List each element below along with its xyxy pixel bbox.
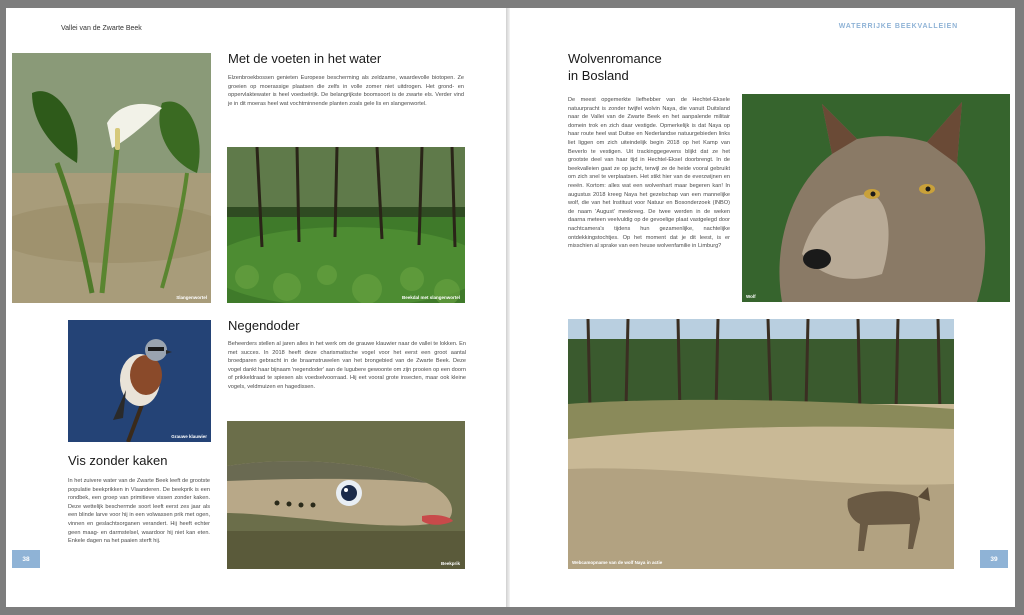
caption-wolf: Wolf (746, 294, 756, 299)
page-number-left: 38 (12, 550, 40, 568)
running-head-left: Vallei van de Zwarte Beek (61, 25, 142, 32)
body-wolf: De meest opgemerkte liefhebber van de Hechtel-Eksele natuurpracht is zonder twijfel wolvin Naya, die vanuit Duitsland naar de Vallei van de Zwarte Beek en het aanpalende militair domein trok en zich daar vestigde. Opmerkelijk is dat Naya op haar route heel wat Duitse en Nederlandse natuurgebieden links liet liggen om zich uiteindelijk begin 2018 op het Kamp van Beverlo te vestigen. Uit trackinggegevens blijkt dat ze het grootste deel van haar tijd in Hechtel-Eksel doorbrengt. In de beekvalleien gaat ze op jacht, terwijl ze de heide vooral gebruikt om zich snel te verplaatsen. Het stikt hier van de everzwijnen en reeën. Kortom: alles wat een wolvenhart maar begeren kan! In augustus 2018 kreeg Naya het gezelschap van een mannelijke wolf, die van het Instituut voor Natuur en Bosonderzoek (INBO) de naam 'August' meekreeg. De twee werden in de weken daarna meteen veelvuldig op de gevoelige plaat vastgelegd door nachtcamera's tijdens hun gezamenlijke, nachtelijke ontdekkingstochtjes. Op het moment dat je dit leest, is er misschien al sprake van een heuse wolvenfamilie in Limburg? (568, 97, 730, 250)
heading-vis: Vis zonder kaken (68, 453, 168, 468)
left-page (6, 8, 506, 607)
photo-wolf (742, 94, 1010, 302)
photo-webcam (568, 319, 954, 569)
body-negendoder: Beheerders stellen al jaren alles in het werk om de grauwe klauwier naar de vallei te lokken. En met succes. In 2018 heeft deze charismatische vogel voor het eerst een groot aantal broedparen gebracht in de braamstruwelen van het brongebied van de Zwarte Beek. Deze vogel dankt haar bijnaam 'negendoder' aan de lugubere gewoonte om zijn prooien op een doorn of prikkeldraad te spiesen als voedselvoorraad. Hij eet vooral grote insecten, maar ook kleine vogels, veldmuizen en hagedissen. (228, 341, 466, 390)
caption-forest: Beekdal met slangenwortel (401, 295, 460, 300)
caption-webcam: Webcamopname van de wolf Naya in actie (572, 560, 663, 565)
caption-beekprik: Beekprik (440, 561, 460, 566)
page-number-right: 39 (980, 550, 1008, 568)
body-voeten: Elzenbroekbossen genieten Europese bescherming als zeldzame, waardevolle biotopen. Ze groeien op moerassige plaatsen die zelfs in volle zomer niet uitdrogen. Het grond- en oppervlaktewater is heel voedselrijk. De belangrijkste boomsoort is de zwarte els. Verder vind je in dit moeras heel wat vochtminnende planten zoals gele lis en slangenwortel. (228, 75, 464, 107)
heading-negendoder: Negendoder (228, 318, 300, 333)
running-head-right: WATERRIJKE BEEKVALLEIEN (838, 23, 958, 30)
heading-wolf-line1: Wolvenromance (568, 51, 662, 66)
photo-bird (68, 320, 211, 442)
right-page (510, 8, 1015, 607)
photo-beekprik (227, 421, 465, 569)
body-vis: In het zuivere water van de Zwarte Beek leeft de grootste populatie beekprikken in Vlaanderen. De beekprik is een rondbek, een groep van primitieve vissen zonder kaken. Deze wettelijk beschermde soort leeft eerst zes jaar als een blinde larve voor hij in een volwassen prik met ogen, vinnen en geslachtsorganen verandert. Hij heeft echter geen maag- en darmstelsel, waardoor hij niet kan eten. Enkele dagen na het paaien sterft hij. (68, 478, 210, 545)
photo-slangenwortel (12, 53, 211, 303)
heading-voeten: Met de voeten in het water (228, 51, 382, 66)
caption-slangenwortel: Slangenwortel (176, 295, 207, 300)
caption-bird: Grauwe klauwier (171, 434, 207, 439)
photo-forest (227, 147, 465, 303)
heading-wolf-line2: in Bosland (568, 68, 629, 83)
